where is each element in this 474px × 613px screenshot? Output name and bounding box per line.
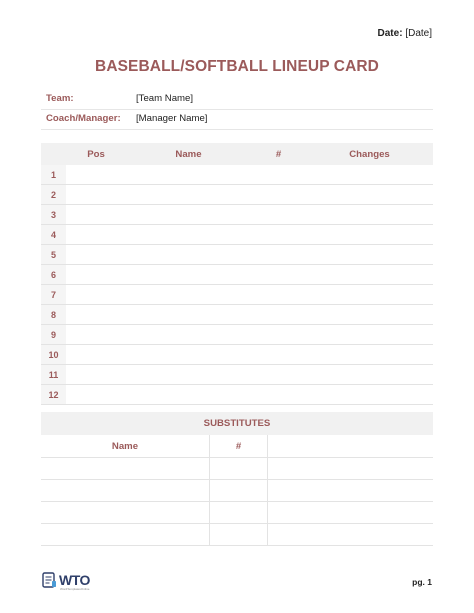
- lineup-cell-name[interactable]: [126, 305, 251, 325]
- coach-label: Coach/Manager:: [46, 113, 121, 124]
- substitute-cell-number[interactable]: [210, 480, 268, 502]
- substitutes-header-number: #: [210, 435, 268, 458]
- lineup-cell-name[interactable]: [126, 245, 251, 265]
- lineup-row-number: 10: [41, 345, 66, 365]
- lineup-cell-number[interactable]: [251, 225, 306, 245]
- lineup-cell-name[interactable]: [126, 225, 251, 245]
- coach-row: [41, 108, 433, 130]
- substitutes-title: SUBSTITUTES: [41, 412, 433, 435]
- lineup-row: [41, 345, 433, 365]
- substitutes-table: [41, 412, 433, 546]
- lineup-header-name: Name: [126, 143, 251, 165]
- page-title: BASEBALL/SOFTBALL LINEUP CARD: [95, 58, 379, 75]
- lineup-cell-pos[interactable]: [66, 305, 126, 325]
- lineup-cell-name[interactable]: [126, 325, 251, 345]
- substitute-cell-extra[interactable]: [268, 524, 434, 546]
- logo-subtext: WordTemplatesOnline: [60, 587, 90, 591]
- lineup-cell-number[interactable]: [251, 325, 306, 345]
- lineup-row: [41, 245, 433, 265]
- lineup-row-number: 11: [41, 365, 66, 385]
- lineup-cell-number[interactable]: [251, 185, 306, 205]
- lineup-cell-pos[interactable]: [66, 385, 126, 405]
- lineup-cell-changes[interactable]: [306, 245, 433, 265]
- lineup-row: [41, 205, 433, 225]
- lineup-row: [41, 285, 433, 305]
- substitute-cell-extra[interactable]: [268, 502, 434, 524]
- substitute-cell-number[interactable]: [210, 502, 268, 524]
- substitute-cell-extra[interactable]: [268, 480, 434, 502]
- lineup-header-row: [41, 143, 433, 165]
- substitute-cell-name[interactable]: [41, 480, 210, 502]
- substitute-cell-name[interactable]: [41, 502, 210, 524]
- lineup-row: [41, 365, 433, 385]
- document-icon: [42, 572, 57, 588]
- lineup-cell-name[interactable]: [126, 285, 251, 305]
- substitute-cell-name[interactable]: [41, 524, 210, 546]
- lineup-cell-name[interactable]: [126, 185, 251, 205]
- lineup-cell-changes[interactable]: [306, 185, 433, 205]
- lineup-cell-number[interactable]: [251, 165, 306, 185]
- lineup-cell-pos[interactable]: [66, 345, 126, 365]
- lineup-cell-name[interactable]: [126, 385, 251, 405]
- lineup-cell-number[interactable]: [251, 245, 306, 265]
- lineup-cell-number[interactable]: [251, 285, 306, 305]
- lineup-row: [41, 385, 433, 405]
- lineup-row-number: 3: [41, 205, 66, 225]
- lineup-cell-pos[interactable]: [66, 285, 126, 305]
- lineup-table: [41, 143, 433, 405]
- lineup-body: [41, 165, 433, 405]
- team-label: Team:: [46, 93, 74, 104]
- team-value[interactable]: [Team Name]: [136, 93, 194, 104]
- lineup-cell-pos[interactable]: [66, 205, 126, 225]
- lineup-cell-name[interactable]: [126, 205, 251, 225]
- lineup-row-number: 12: [41, 385, 66, 405]
- lineup-cell-changes[interactable]: [306, 225, 433, 245]
- date-value[interactable]: [Date]: [405, 28, 432, 39]
- lineup-row-number: 8: [41, 305, 66, 325]
- substitutes-title-row: [41, 412, 433, 435]
- substitutes-header-name: Name: [41, 435, 210, 458]
- lineup-cell-pos[interactable]: [66, 365, 126, 385]
- lineup-row: [41, 225, 433, 245]
- lineup-cell-changes[interactable]: [306, 165, 433, 185]
- substitute-cell-name[interactable]: [41, 458, 210, 480]
- lineup-cell-pos[interactable]: [66, 265, 126, 285]
- lineup-row: [41, 165, 433, 185]
- lineup-header-changes: Changes: [306, 143, 433, 165]
- date-label: Date:: [377, 28, 403, 39]
- substitute-row: [41, 480, 433, 502]
- date-row: [378, 28, 432, 39]
- lineup-row-number: 7: [41, 285, 66, 305]
- lineup-cell-pos[interactable]: [66, 185, 126, 205]
- lineup-row-number: 5: [41, 245, 66, 265]
- lineup-cell-pos[interactable]: [66, 165, 126, 185]
- lineup-row: [41, 265, 433, 285]
- lineup-cell-changes[interactable]: [306, 365, 433, 385]
- lineup-header-pos: Pos: [66, 143, 126, 165]
- lineup-row: [41, 185, 433, 205]
- lineup-row-number: 2: [41, 185, 66, 205]
- lineup-cell-changes[interactable]: [306, 205, 433, 225]
- lineup-row: [41, 325, 433, 345]
- lineup-cell-number[interactable]: [251, 345, 306, 365]
- lineup-cell-changes[interactable]: [306, 265, 433, 285]
- lineup-cell-number[interactable]: [251, 385, 306, 405]
- substitute-cell-number[interactable]: [210, 524, 268, 546]
- lineup-cell-name[interactable]: [126, 265, 251, 285]
- lineup-cell-pos[interactable]: [66, 325, 126, 345]
- lineup-cell-pos[interactable]: [66, 245, 126, 265]
- lineup-header-blank: [41, 143, 66, 165]
- page-number: pg. 1: [412, 577, 432, 587]
- substitute-row: [41, 502, 433, 524]
- team-row: [41, 88, 433, 110]
- lineup-cell-name[interactable]: [126, 345, 251, 365]
- lineup-cell-pos[interactable]: [66, 225, 126, 245]
- lineup-row-number: 1: [41, 165, 66, 185]
- substitutes-header-row: [41, 435, 433, 458]
- substitute-row: [41, 524, 433, 546]
- substitute-row: [41, 458, 433, 480]
- lineup-cell-number[interactable]: [251, 205, 306, 225]
- lineup-row-number: 6: [41, 265, 66, 285]
- lineup-cell-changes[interactable]: [306, 345, 433, 365]
- substitute-cell-extra[interactable]: [268, 458, 434, 480]
- lineup-header-number: #: [251, 143, 306, 165]
- lineup-row-number: 4: [41, 225, 66, 245]
- substitutes-header-blank: [268, 435, 434, 458]
- lineup-cell-name[interactable]: [126, 365, 251, 385]
- lineup-cell-changes[interactable]: [306, 285, 433, 305]
- lineup-cell-number[interactable]: [251, 305, 306, 325]
- lineup-cell-name[interactable]: [126, 165, 251, 185]
- logo-text: WTO: [59, 572, 90, 588]
- lineup-row: [41, 305, 433, 325]
- lineup-cell-number[interactable]: [251, 265, 306, 285]
- coach-value[interactable]: [Manager Name]: [136, 113, 208, 124]
- lineup-cell-changes[interactable]: [306, 305, 433, 325]
- lineup-cell-changes[interactable]: [306, 385, 433, 405]
- substitutes-body: [41, 458, 433, 546]
- lineup-cell-number[interactable]: [251, 365, 306, 385]
- lineup-row-number: 9: [41, 325, 66, 345]
- lineup-cell-changes[interactable]: [306, 325, 433, 345]
- substitute-cell-number[interactable]: [210, 458, 268, 480]
